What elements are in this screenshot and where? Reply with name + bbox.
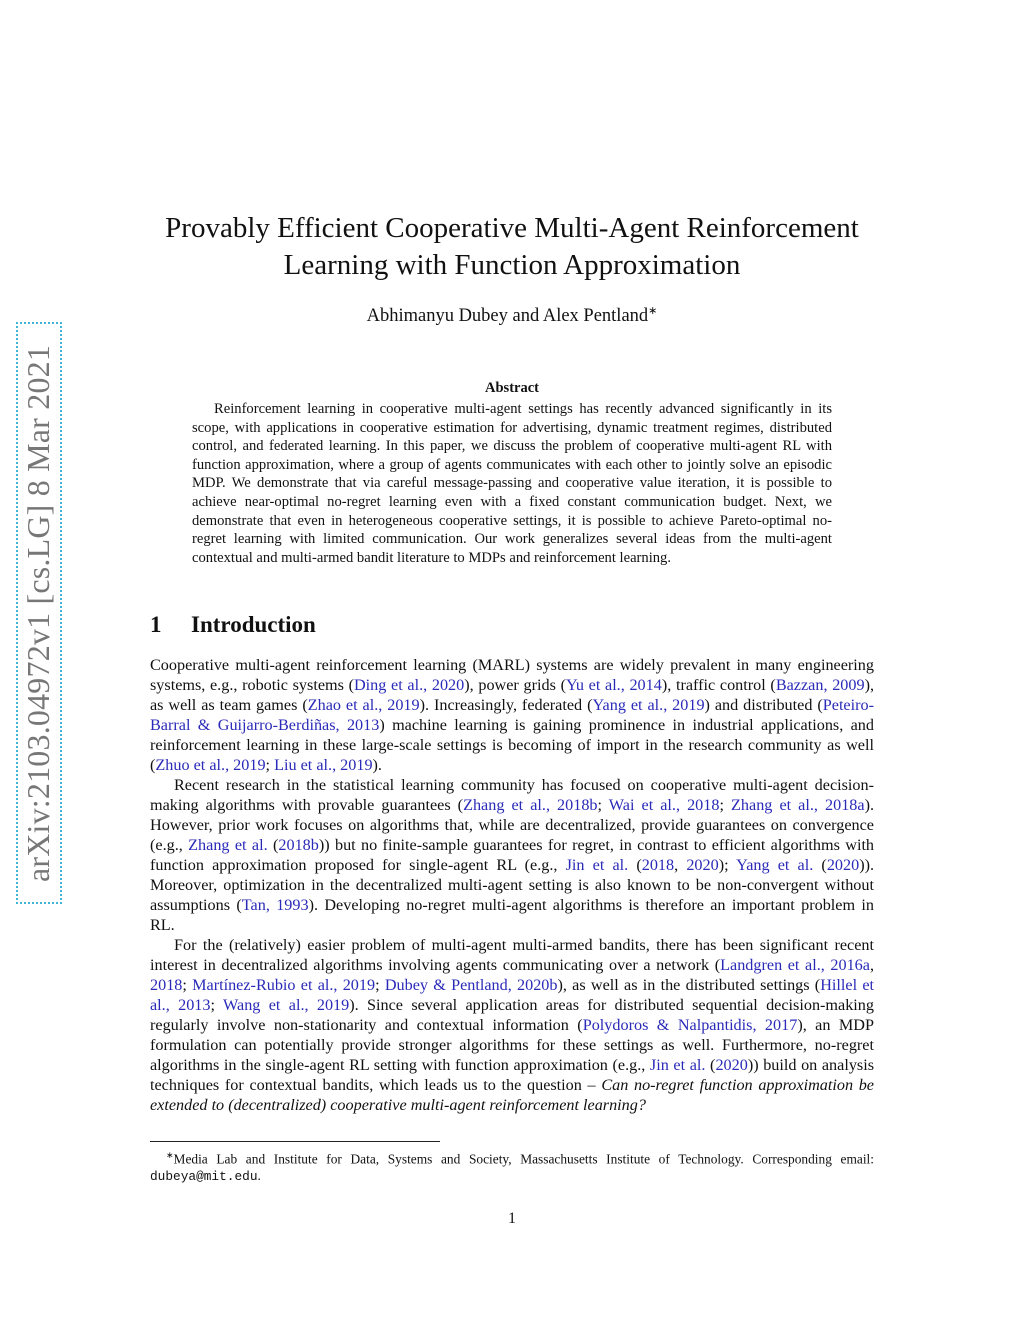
text-run: ; (210, 996, 224, 1014)
citation-link[interactable]: 2018 (641, 856, 675, 874)
text-run: ); (718, 856, 737, 874)
citation-link[interactable]: Yang et al. (736, 856, 814, 874)
paragraph-3 (150, 935, 874, 1115)
citation-link[interactable]: Ding et al., 2020 (353, 676, 465, 694)
citation-link[interactable]: Polydoros & Nalpantidis, 2017 (582, 1016, 798, 1034)
author-list (150, 304, 874, 327)
text-run: ( (813, 856, 827, 874)
citation-link[interactable]: Zhang et al., 2018b (463, 796, 598, 814)
citation-link[interactable]: Zhuo et al., 2019 (155, 756, 266, 774)
citation-link[interactable]: Zhang et al. (188, 836, 268, 854)
title-line-1: Provably Efficient Cooperative Multi-Agent Reinforcement (165, 212, 859, 244)
citation-link[interactable]: Zhang et al., 2018a (731, 796, 865, 814)
paragraph-1 (150, 655, 874, 775)
citation-link[interactable]: Tan, 1993 (241, 896, 309, 914)
text-run: )) but no finite-sample guarantees for regret, in contrast to efficient algorithms with function approximation proposed for single-agent RL (e.g., (150, 836, 875, 874)
text-run: ), as well as team games ( (150, 676, 875, 714)
text-run: )). Moreover, optimization in the decentralized multi-agent setting is also known to be non-convergent without assumptions ( (150, 856, 875, 914)
abstract-text: Reinforcement learning in cooperative multi-agent settings has recently advanced significantly in its scope, with applications in cooperative estimation for advertising, dynamic treatment regimes, distributed control, and federated learning. In this paper, we discuss the problem of cooperative multi-agent RL with function approximation, where a group of agents communicates with each other to jointly solve an episodic MDP. We demonstrate that via careful message-passing and cooperative value iteration, it is possible to achieve near-optimal no-regret learning even with a fixed constant communication budget. Next, we demonstrate that even in heterogeneous cooperative settings, it is possible to achieve Pareto-optimal no-regret learning with limited communication. Our work generalizes several ideas from the multi-agent contextual and multi-armed bandit literature to MDPs and reinforcement learning. (192, 401, 832, 566)
text-run: ), as well as in the distributed settings ( (557, 976, 821, 994)
abstract-heading: Abstract (485, 380, 539, 396)
citation-link[interactable]: Peteiro-Barral & Guijarro-Berdiñas, 2013 (150, 696, 874, 734)
introduction-body (150, 655, 874, 1115)
research-question: Can no-regret function approximation be extended to (decentralized) cooperative multi-agent reinforcement learning? (150, 1076, 874, 1114)
citation-link[interactable]: Zhao et al., 2019 (307, 696, 420, 714)
arxiv-identifier: arXiv:2103.04972v1 [cs.LG] 8 Mar 2021 (20, 344, 57, 882)
contact-email: dubeya@mit.edu (150, 1169, 258, 1185)
text-run: ( (628, 856, 642, 874)
footnote-end: . (257, 1168, 261, 1184)
text-run: ), traffic control ( (661, 676, 776, 694)
paragraph-2 (150, 775, 874, 935)
citation-link[interactable]: Liu et al., 2019 (274, 756, 373, 774)
footnote-divider (150, 1141, 440, 1142)
text-run: ). However, prior work focuses on algorithms that, while are decentralized, provide guarantees on convergence (e.g., (150, 796, 875, 854)
text-run: ), an MDP formulation can potentially provide stronger algorithms for these settings as well. Furthermore, no-regret algorithms in the single-agent RL setting with function approximation (e.g., (150, 1016, 874, 1074)
footnote (150, 1147, 874, 1185)
citation-link[interactable]: 2018 (150, 976, 183, 994)
citation-link[interactable]: 2020 (686, 856, 719, 874)
text-run: For the (relatively) easier problem of multi-agent multi-armed bandits, there has been significant recent interest in decentralized algorithms involving agents communicating over a network ( (150, 936, 874, 974)
citation-link[interactable]: Martínez-Rubio et al., 2019 (192, 976, 376, 994)
section-title: Introduction (191, 612, 316, 637)
citation-link[interactable]: Bazzan, 2009 (775, 676, 865, 694)
text-run: ) and distributed ( (704, 696, 823, 714)
text-run: ; (182, 976, 193, 994)
text-run: ( (705, 1056, 716, 1074)
text-run: ). Since several application areas for distributed sequential decision-making regularly involve non-stationarity and contextual information ( (150, 996, 874, 1034)
text-run: ). (372, 756, 382, 774)
text-run: ) machine learning is gaining prominence in industrial applications, and reinforcement learning in these large-scale settings is becoming of import in the research community as well ( (150, 716, 874, 774)
citation-link[interactable]: Jin et al. (649, 1056, 706, 1074)
citation-link[interactable]: Landgren et al., 2016a (720, 956, 870, 974)
citation-link[interactable]: 2020 (826, 856, 860, 874)
citation-link[interactable]: Wang et al., 2019 (223, 996, 350, 1014)
text-run: )) build on analysis techniques for contextual bandits, which leads us to the question – (150, 1056, 875, 1094)
paper-title (150, 210, 874, 284)
author-footnote-mark: ∗ (648, 305, 658, 317)
citation-link[interactable]: Yu et al., 2014 (565, 676, 662, 694)
page-number: 1 (508, 1210, 516, 1227)
section-heading (150, 612, 316, 638)
text-run: ; (719, 796, 732, 814)
text-run: Cooperative multi-agent reinforcement learning (MARL) systems are widely prevalent in many engineering systems, e.g., robotic systems ( (150, 656, 874, 694)
text-run: ), power grids ( (464, 676, 566, 694)
text-run: ). Developing no-regret multi-agent algorithms is therefore an important problem in RL. (150, 896, 875, 934)
citation-link[interactable]: Yang et al., 2019 (592, 696, 705, 714)
footnote-text: Media Lab and Institute for Data, Systems and Society, Massachusetts Institute of Technology. Corresponding email: (173, 1151, 874, 1167)
citation-link[interactable]: Jin et al. (565, 856, 629, 874)
text-run: Recent research in the statistical learning community has focused on cooperative multi-agent decision-making algorithms with provable guarantees ( (150, 776, 874, 814)
section-number: 1 (150, 612, 162, 637)
footnote-mark: ∗ (166, 1150, 174, 1160)
citation-link[interactable]: Dubey & Pentland, 2020b (384, 976, 558, 994)
text-run: ; (597, 796, 609, 814)
text-run: , (674, 856, 687, 874)
title-line-2: Learning with Function Approximation (283, 249, 741, 281)
text-run: ( (267, 836, 279, 854)
citation-link[interactable]: Hillel et al., 2013 (150, 976, 874, 1014)
text-run: ; (375, 976, 385, 994)
arxiv-watermark (16, 322, 62, 904)
citation-link[interactable]: 2020 (715, 1056, 748, 1074)
text-run: ; (265, 756, 275, 774)
text-run: , (869, 956, 874, 974)
citation-link[interactable]: Wai et al., 2018 (608, 796, 720, 814)
citation-link[interactable]: 2018b (278, 836, 319, 854)
author-names: Abhimanyu Dubey and Alex Pentland (366, 306, 649, 327)
text-run: ). Increasingly, federated ( (419, 696, 593, 714)
